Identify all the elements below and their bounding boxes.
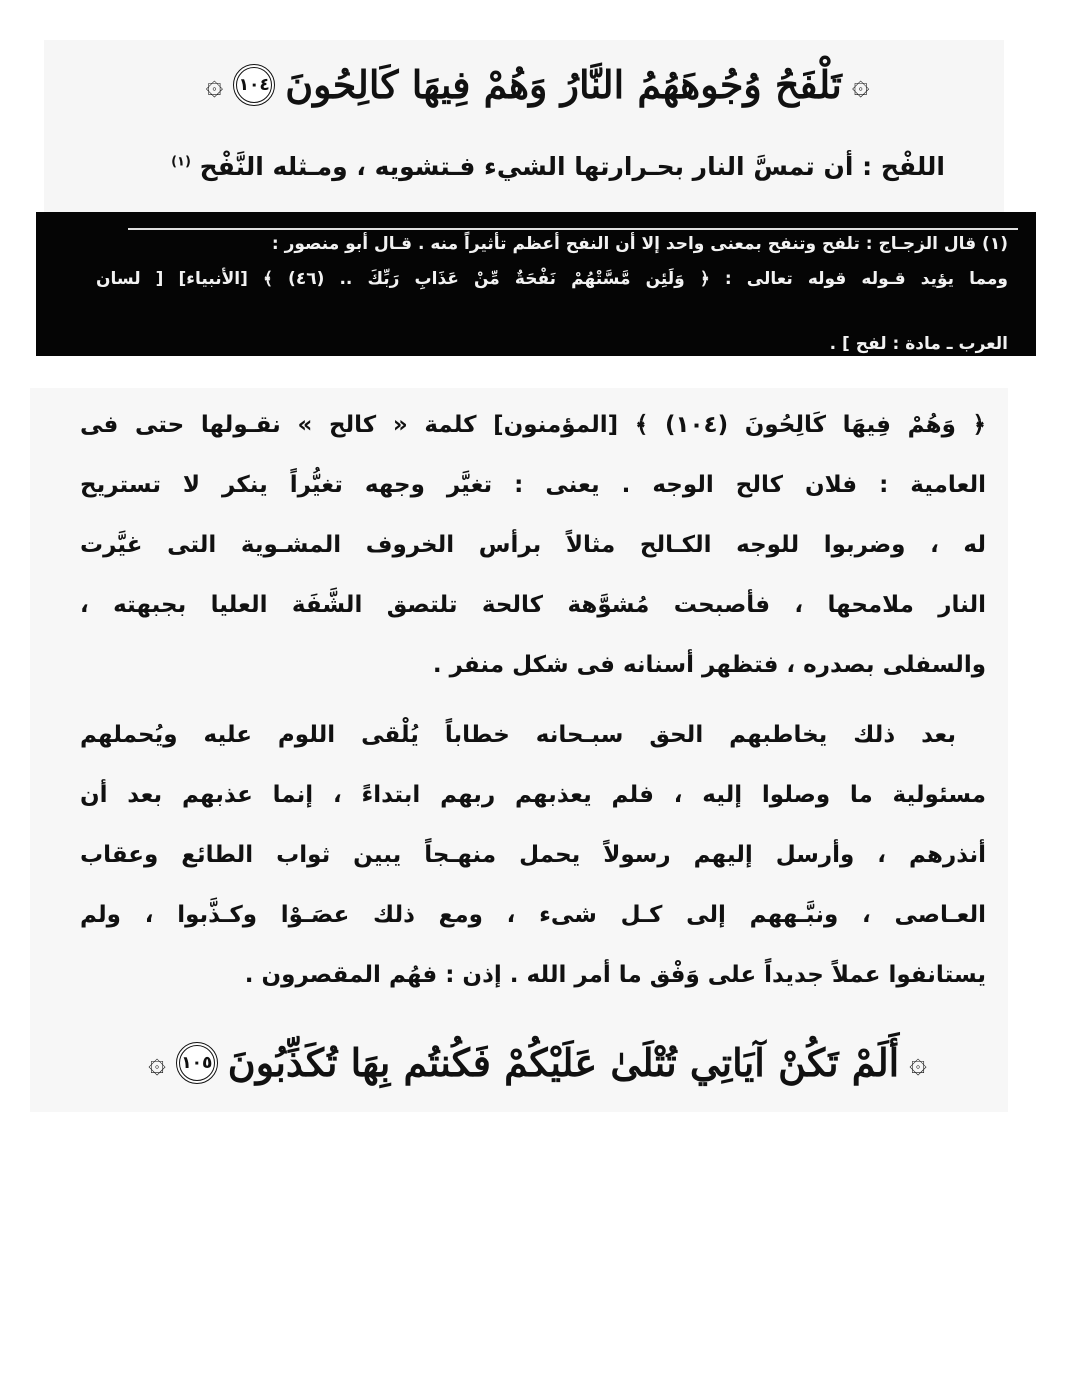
verse-ornament-close-icon: ۞ bbox=[148, 1044, 166, 1080]
body-line: النار ملامحها ، فأصبحت مُشوَّهة كالحة تلتصق الشَّفَة العليا بجبهته ، bbox=[80, 592, 986, 618]
body-line: يستانفوا عملاً جديداً على وَفْق ما أمر الله . إذن : فهُم المقصرون . bbox=[244, 962, 986, 988]
body-line: العـاصى ، ونبَّـههم إلى كـل شىء ، ومع ذلك عصَـوْا وكـذَّبوا ، ولم bbox=[80, 902, 986, 928]
body-line: أنذرهم ، وأرسل إليهم رسولاً يحمل منهـجاً يبين ثواب الطائع وعقاب bbox=[80, 842, 986, 868]
body-line: ﴿ وَهُمْ فِيهَا كَالِحُونَ (١٠٤) ﴾ [المؤمنون] كلمة « كالح » نقـولها حتى فى bbox=[80, 412, 987, 438]
intro-line-text: اللفْح : أن تمسَّ النار بحـرارتها الشيء فـتشويه ، ومـثله النَّفْح bbox=[199, 152, 945, 181]
body-line: مسئولية ما وصلوا إليه ، فلم يعذبهم ربهم ابتداءً ، إنما عذبهم بعد أن bbox=[80, 782, 986, 808]
verse-ornament-open-icon: ۞ bbox=[851, 66, 870, 102]
body-line: والسفلى بصدره ، فتظهر أسنانه فى شكل منفر . bbox=[432, 652, 986, 678]
verse-ornament-close-icon: ۞ bbox=[205, 66, 224, 102]
body-line: له ، وضربوا للوجه الكـالح مثالاً برأس الخروف المشـوية التى غيَّرت bbox=[80, 532, 986, 558]
footnote-line: ومما يؤيد قـوله قوله تعالى : ﴿ وَلَئِن مَّسَّتْهُمْ نَفْحَةٌ مِّنْ عَذَابِ رَبِّكَ .. (٤٦) ﴾ [الأنبياء] [ لسان bbox=[96, 269, 1008, 289]
footnote-box bbox=[36, 212, 1036, 356]
ayah-number-badge: ١٠٤ bbox=[233, 64, 275, 106]
body-line: العامية : فلان كالح الوجه . يعنى : تغيَّر وجهه تغيُّراً ينكر لا تستريح bbox=[80, 472, 986, 498]
footnote-divider bbox=[128, 228, 1018, 230]
intro-line bbox=[171, 152, 945, 181]
body-line: بعد ذلك يخاطبهم الحق سبـحانه خطاباً يُلْقى اللوم عليه ويُحملهم bbox=[80, 722, 956, 748]
footnote-line: (١) قال الزجـاج : تلفح وتنفح بمعنى واحد إلا أن النفح أعظم تأثيراً منه . قـال أبو منصور : bbox=[271, 234, 1008, 254]
verse-ornament-open-icon: ۞ bbox=[909, 1044, 927, 1080]
footnote-line: العرب ـ مادة : لفح ] . bbox=[829, 334, 1008, 354]
footnote-reference: (١) bbox=[171, 154, 191, 170]
verse-text: تَلْفَحُ وُجُوهَهُمُ النَّارُ وَهُمْ فِيهَا كَالِحُونَ bbox=[285, 62, 842, 107]
verse-text: أَلَمْ تَكُنْ آيَاتِي تُتْلَىٰ عَلَيْكُمْ فَكُنتُم بِهَا تُكَذِّبُونَ bbox=[227, 1040, 900, 1085]
verse-heading-104 bbox=[0, 62, 1075, 107]
ayah-number-badge: ١٠٥ bbox=[176, 1042, 218, 1084]
verse-heading-105 bbox=[0, 1040, 1075, 1085]
